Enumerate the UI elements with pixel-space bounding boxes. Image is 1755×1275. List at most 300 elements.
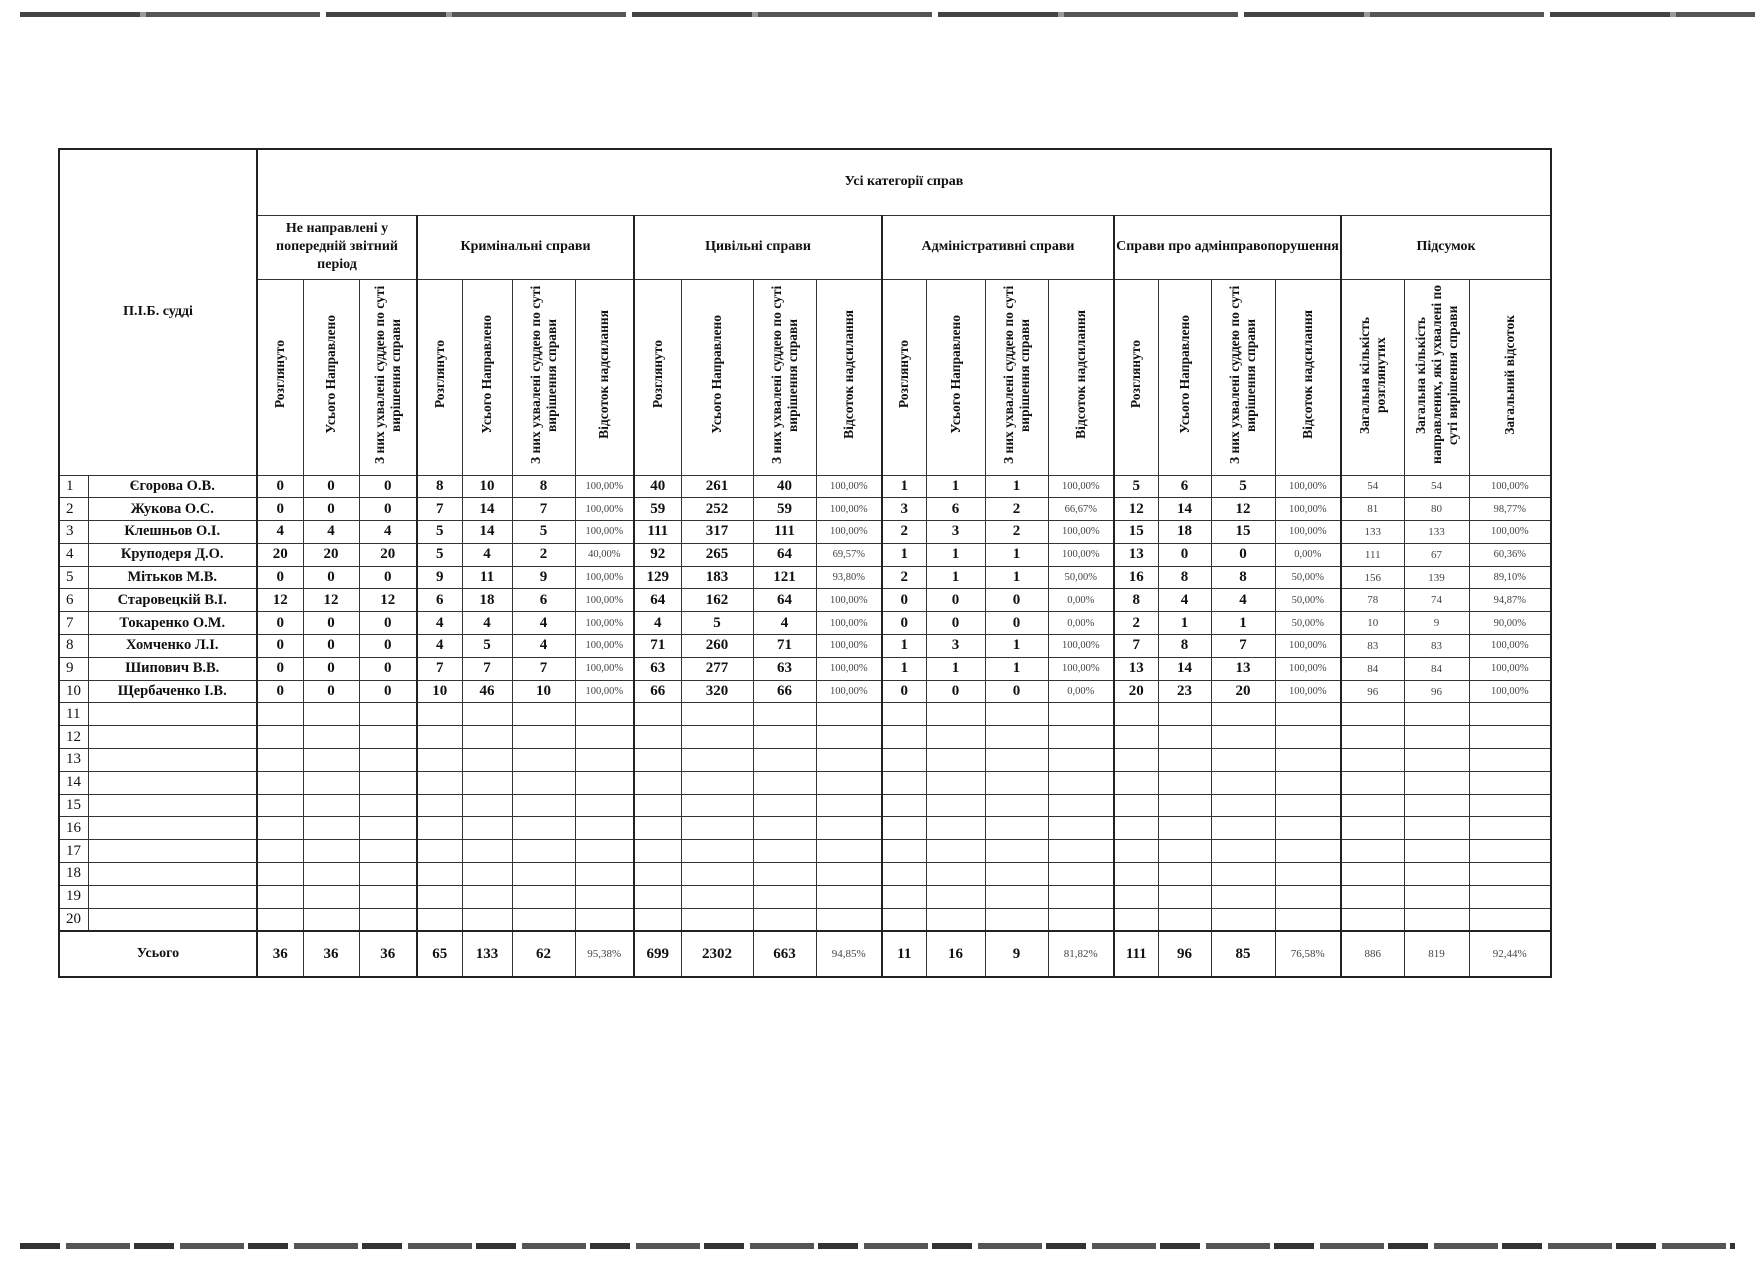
table-cell <box>882 726 926 749</box>
table-cell <box>462 885 512 908</box>
table-cell: 277 <box>681 657 753 680</box>
table-cell <box>926 840 985 863</box>
table-cell <box>1211 817 1275 840</box>
table-cell: 12 <box>1114 498 1158 521</box>
table-row <box>59 521 1551 544</box>
table-row <box>59 771 1551 794</box>
table-cell <box>1114 771 1158 794</box>
judge-name <box>88 794 257 817</box>
table-cell: 4 <box>753 612 816 635</box>
table-cell: 54 <box>1404 475 1469 498</box>
group-header: Не направлені у попередній звітний період <box>257 215 417 279</box>
table-cell <box>753 794 816 817</box>
table-cell: 46 <box>462 680 512 703</box>
table-cell <box>575 749 634 772</box>
table-cell: 66 <box>634 680 681 703</box>
table-cell: 111 <box>1341 543 1404 566</box>
table-cell: 23 <box>1158 680 1211 703</box>
table-cell: 0 <box>926 612 985 635</box>
table-cell <box>417 863 462 886</box>
all-categories-header: Усі категорії справ <box>257 149 1551 215</box>
column-header-label: З них ухвалені суддею по суті вирішення справи <box>527 285 559 464</box>
table-cell: 16 <box>1114 566 1158 589</box>
table-cell <box>1341 863 1404 886</box>
column-header <box>257 279 303 475</box>
table-cell: 40,00% <box>575 543 634 566</box>
table-cell <box>1048 749 1114 772</box>
table-cell: 100,00% <box>1469 521 1551 544</box>
column-header <box>462 279 512 475</box>
table-cell <box>1469 885 1551 908</box>
table-cell: 100,00% <box>575 635 634 658</box>
judge-name <box>88 840 257 863</box>
table-cell: 100,00% <box>1048 657 1114 680</box>
column-header <box>359 279 417 475</box>
table-cell <box>462 863 512 886</box>
table-cell <box>985 840 1048 863</box>
row-number: 11 <box>59 703 88 726</box>
table-cell: 4 <box>1158 589 1211 612</box>
table-row <box>59 703 1551 726</box>
table-cell <box>257 863 303 886</box>
table-cell: 0 <box>303 680 359 703</box>
table-cell <box>1211 908 1275 931</box>
table-cell: 129 <box>634 566 681 589</box>
total-cell: 699 <box>634 931 681 977</box>
column-header-label: Усього Направлено <box>1176 315 1192 434</box>
column-header-label: Розглянуто <box>896 340 912 409</box>
table-cell: 98,77% <box>1469 498 1551 521</box>
table-cell <box>753 749 816 772</box>
table-cell: 40 <box>634 475 681 498</box>
judge-name <box>88 771 257 794</box>
judge-name <box>88 863 257 886</box>
table-cell: 67 <box>1404 543 1469 566</box>
table-cell <box>359 703 417 726</box>
table-cell <box>1404 703 1469 726</box>
row-number: 3 <box>59 521 88 544</box>
column-header-label: З них ухвалені суддею по суті вирішення справи <box>1000 285 1032 464</box>
table-cell <box>681 749 753 772</box>
table-cell <box>462 817 512 840</box>
table-cell: 9 <box>417 566 462 589</box>
row-number: 10 <box>59 680 88 703</box>
table-cell <box>303 863 359 886</box>
table-cell: 6 <box>417 589 462 612</box>
table-cell <box>1469 863 1551 886</box>
table-cell: 156 <box>1341 566 1404 589</box>
column-header <box>417 279 462 475</box>
column-header-label: Загальна кількість направлених, які ухвалені по суті вирішення справи <box>1412 285 1460 464</box>
table-cell: 3 <box>926 521 985 544</box>
table-cell: 7 <box>417 657 462 680</box>
table-cell: 320 <box>681 680 753 703</box>
table-cell: 2 <box>985 498 1048 521</box>
table-cell <box>512 908 575 931</box>
judge-name <box>88 726 257 749</box>
table-cell: 6 <box>926 498 985 521</box>
table-cell: 5 <box>417 521 462 544</box>
table-cell <box>926 908 985 931</box>
table-cell: 0,00% <box>1048 612 1114 635</box>
table-cell: 0 <box>1211 543 1275 566</box>
table-cell <box>303 726 359 749</box>
table-cell <box>816 749 882 772</box>
table-cell <box>985 726 1048 749</box>
group-header: Адміністративні справи <box>882 215 1114 279</box>
table-cell <box>1114 749 1158 772</box>
table-cell <box>1341 726 1404 749</box>
table-cell: 100,00% <box>575 521 634 544</box>
column-header-label: Відсоток надсилання <box>596 310 612 439</box>
total-cell: 96 <box>1158 931 1211 977</box>
table-cell: 10 <box>1341 612 1404 635</box>
table-cell <box>575 794 634 817</box>
table-cell: 0,00% <box>1048 680 1114 703</box>
table-cell <box>512 817 575 840</box>
row-number: 8 <box>59 635 88 658</box>
group-header: Справи про адмінправопорушення <box>1114 215 1341 279</box>
table-cell <box>882 908 926 931</box>
column-header <box>926 279 985 475</box>
table-cell <box>681 771 753 794</box>
table-cell: 78 <box>1341 589 1404 612</box>
table-cell <box>1158 726 1211 749</box>
table-cell <box>417 908 462 931</box>
table-cell <box>512 863 575 886</box>
table-cell: 0 <box>985 680 1048 703</box>
table-cell: 50,00% <box>1275 612 1341 635</box>
table-cell <box>926 726 985 749</box>
table-cell <box>753 703 816 726</box>
table-cell <box>512 749 575 772</box>
table-cell <box>634 703 681 726</box>
column-header-label: Усього Направлено <box>323 315 338 434</box>
row-number: 15 <box>59 794 88 817</box>
table-cell: 64 <box>753 543 816 566</box>
table-cell <box>1158 840 1211 863</box>
table-cell: 5 <box>417 543 462 566</box>
column-header <box>1158 279 1211 475</box>
table-cell: 8 <box>1158 566 1211 589</box>
judge-name <box>88 817 257 840</box>
table-cell: 8 <box>1211 566 1275 589</box>
table-cell <box>1211 749 1275 772</box>
table-cell <box>1275 726 1341 749</box>
table-cell: 80 <box>1404 498 1469 521</box>
table-cell <box>1114 703 1158 726</box>
table-cell <box>417 840 462 863</box>
table-cell <box>882 885 926 908</box>
total-cell: 819 <box>1404 931 1469 977</box>
table-cell: 0 <box>303 657 359 680</box>
table-cell <box>882 749 926 772</box>
judge-name: Хомченко Л.І. <box>88 635 257 658</box>
table-cell <box>417 794 462 817</box>
table-cell: 59 <box>634 498 681 521</box>
table-cell <box>1341 885 1404 908</box>
table-cell: 0 <box>1158 543 1211 566</box>
table-cell: 60,36% <box>1469 543 1551 566</box>
table-cell: 100,00% <box>1275 521 1341 544</box>
table-cell <box>753 817 816 840</box>
table-cell: 12 <box>257 589 303 612</box>
row-number: 18 <box>59 863 88 886</box>
table-cell: 18 <box>1158 521 1211 544</box>
table-cell <box>681 817 753 840</box>
column-header <box>634 279 681 475</box>
judge-name: Токаренко О.М. <box>88 612 257 635</box>
table-cell: 14 <box>1158 657 1211 680</box>
table-cell <box>1158 771 1211 794</box>
table-cell: 4 <box>359 521 417 544</box>
table-cell <box>681 863 753 886</box>
table-cell: 9 <box>512 566 575 589</box>
table-cell: 6 <box>512 589 575 612</box>
table-cell <box>816 703 882 726</box>
table-cell <box>1211 794 1275 817</box>
table-cell: 100,00% <box>1275 635 1341 658</box>
table-cell: 59 <box>753 498 816 521</box>
table-cell: 4 <box>417 635 462 658</box>
table-cell <box>1404 885 1469 908</box>
table-cell: 0 <box>985 612 1048 635</box>
table-cell: 100,00% <box>575 612 634 635</box>
table-cell: 0 <box>257 657 303 680</box>
table-cell: 100,00% <box>1048 521 1114 544</box>
table-cell: 4 <box>1211 589 1275 612</box>
column-header <box>1275 279 1341 475</box>
column-header <box>575 279 634 475</box>
table-cell <box>985 908 1048 931</box>
judge-name-header: П.І.Б. судді <box>59 149 257 475</box>
group-header: Підсумок <box>1341 215 1551 279</box>
total-cell: 886 <box>1341 931 1404 977</box>
table-cell: 10 <box>462 475 512 498</box>
table-cell: 4 <box>634 612 681 635</box>
table-cell: 111 <box>634 521 681 544</box>
table-cell <box>816 794 882 817</box>
table-cell: 81 <box>1341 498 1404 521</box>
column-header <box>753 279 816 475</box>
table-cell: 100,00% <box>575 475 634 498</box>
table-cell <box>816 863 882 886</box>
table-cell: 0 <box>257 612 303 635</box>
table-cell: 7 <box>1114 635 1158 658</box>
table-cell: 100,00% <box>816 680 882 703</box>
table-cell: 8 <box>1114 589 1158 612</box>
table-cell: 14 <box>462 498 512 521</box>
table-cell <box>816 817 882 840</box>
judge-name: Круподеря Д.О. <box>88 543 257 566</box>
table-cell <box>926 771 985 794</box>
table-cell <box>462 908 512 931</box>
table-cell <box>1275 908 1341 931</box>
table-cell <box>303 771 359 794</box>
table-cell <box>1275 885 1341 908</box>
table-cell <box>1341 840 1404 863</box>
total-row <box>59 931 1551 977</box>
table-cell: 0 <box>257 566 303 589</box>
table-cell <box>634 726 681 749</box>
table-cell <box>1048 885 1114 908</box>
table-cell <box>1275 840 1341 863</box>
table-cell: 100,00% <box>1469 657 1551 680</box>
table-cell: 11 <box>462 566 512 589</box>
table-cell: 100,00% <box>816 521 882 544</box>
row-number: 4 <box>59 543 88 566</box>
table-cell <box>634 749 681 772</box>
table-cell <box>634 908 681 931</box>
table-cell <box>634 840 681 863</box>
table-cell <box>257 749 303 772</box>
judge-name: Шипович В.В. <box>88 657 257 680</box>
table-cell <box>1275 749 1341 772</box>
table-cell <box>753 771 816 794</box>
table-cell: 1 <box>926 657 985 680</box>
table-cell: 0 <box>359 680 417 703</box>
table-cell <box>1469 794 1551 817</box>
table-cell <box>926 885 985 908</box>
table-cell: 0 <box>359 635 417 658</box>
table-row <box>59 908 1551 931</box>
table-cell: 1 <box>926 543 985 566</box>
table-row <box>59 680 1551 703</box>
table-cell <box>257 703 303 726</box>
total-cell: 94,85% <box>816 931 882 977</box>
table-cell: 4 <box>417 612 462 635</box>
table-cell: 1 <box>926 475 985 498</box>
table-cell <box>1275 863 1341 886</box>
judge-name: Мітьков М.В. <box>88 566 257 589</box>
table-cell: 2 <box>882 566 926 589</box>
table-cell: 89,10% <box>1469 566 1551 589</box>
judge-name <box>88 908 257 931</box>
table-cell <box>303 908 359 931</box>
table-cell <box>257 885 303 908</box>
column-header-label: Загальна кількість розглянутих <box>1356 315 1388 434</box>
table-cell <box>1469 703 1551 726</box>
table-cell <box>1275 817 1341 840</box>
row-number: 14 <box>59 771 88 794</box>
total-cell: 36 <box>257 931 303 977</box>
table-cell: 100,00% <box>1048 543 1114 566</box>
table-cell <box>1211 726 1275 749</box>
table-cell <box>575 703 634 726</box>
table-cell <box>257 794 303 817</box>
table-row <box>59 885 1551 908</box>
table-cell <box>882 840 926 863</box>
table-cell: 100,00% <box>816 498 882 521</box>
table-cell <box>462 726 512 749</box>
table-cell: 66,67% <box>1048 498 1114 521</box>
table-cell: 100,00% <box>1275 475 1341 498</box>
table-cell: 5 <box>1114 475 1158 498</box>
table-cell <box>882 794 926 817</box>
table-cell: 94,87% <box>1469 589 1551 612</box>
table-cell <box>359 794 417 817</box>
table-cell <box>926 703 985 726</box>
column-header-label: Загальний відсоток <box>1501 314 1517 435</box>
judge-name: Єгорова О.В. <box>88 475 257 498</box>
table-cell <box>1048 771 1114 794</box>
table-cell: 5 <box>1211 475 1275 498</box>
table-cell: 7 <box>462 657 512 680</box>
table-cell: 1 <box>882 475 926 498</box>
table-cell: 3 <box>926 635 985 658</box>
column-header <box>303 279 359 475</box>
table-cell <box>1114 817 1158 840</box>
table-cell <box>512 794 575 817</box>
table-cell: 8 <box>1158 635 1211 658</box>
table-cell: 4 <box>303 521 359 544</box>
table-cell <box>681 726 753 749</box>
table-cell: 1 <box>882 543 926 566</box>
table-cell: 9 <box>1404 612 1469 635</box>
table-cell: 162 <box>681 589 753 612</box>
column-header <box>1404 279 1469 475</box>
table-cell <box>1114 726 1158 749</box>
table-cell <box>1048 817 1114 840</box>
table-cell <box>985 885 1048 908</box>
table-cell <box>462 749 512 772</box>
column-header-label: Розглянуто <box>649 340 665 409</box>
row-number: 7 <box>59 612 88 635</box>
table-cell: 0 <box>257 635 303 658</box>
table-cell: 14 <box>462 521 512 544</box>
row-number: 1 <box>59 475 88 498</box>
table-cell: 64 <box>753 589 816 612</box>
table-cell: 183 <box>681 566 753 589</box>
table-cell: 50,00% <box>1048 566 1114 589</box>
table-cell: 133 <box>1341 521 1404 544</box>
table-cell: 100,00% <box>1275 498 1341 521</box>
table-cell <box>417 817 462 840</box>
table-cell <box>257 726 303 749</box>
table-cell <box>1158 817 1211 840</box>
table-cell <box>1048 908 1114 931</box>
table-cell <box>462 840 512 863</box>
table-cell: 1 <box>882 635 926 658</box>
column-header <box>1048 279 1114 475</box>
group-header: Кримінальні справи <box>417 215 634 279</box>
row-number: 6 <box>59 589 88 612</box>
table-cell <box>753 908 816 931</box>
table-cell <box>1469 771 1551 794</box>
table-cell <box>1341 771 1404 794</box>
scan-edge-top <box>20 12 1755 17</box>
table-cell: 20 <box>1211 680 1275 703</box>
table-cell: 0 <box>303 635 359 658</box>
table-row <box>59 657 1551 680</box>
table-cell <box>303 840 359 863</box>
table-cell <box>882 863 926 886</box>
table-cell: 0 <box>359 612 417 635</box>
table-cell <box>359 817 417 840</box>
table-cell: 0 <box>303 498 359 521</box>
table-cell: 90,00% <box>1469 612 1551 635</box>
table-cell: 7 <box>512 498 575 521</box>
table-row <box>59 794 1551 817</box>
row-number: 17 <box>59 840 88 863</box>
table-cell: 63 <box>634 657 681 680</box>
total-cell: 36 <box>303 931 359 977</box>
column-header <box>1341 279 1404 475</box>
table-cell: 50,00% <box>1275 566 1341 589</box>
judge-name: Жукова О.С. <box>88 498 257 521</box>
table-cell: 1 <box>985 566 1048 589</box>
table-cell: 261 <box>681 475 753 498</box>
